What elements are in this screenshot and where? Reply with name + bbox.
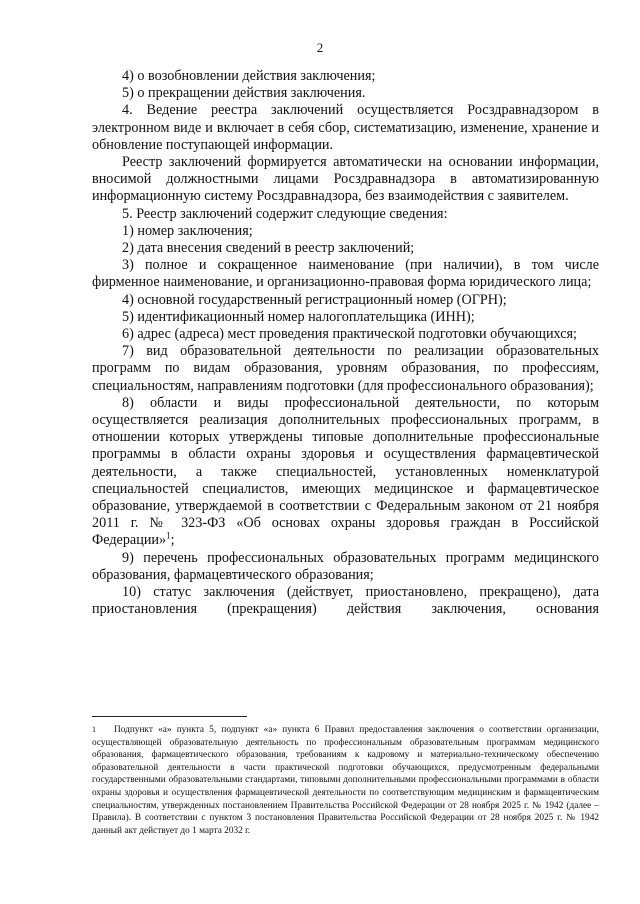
footnote-number: 1 <box>92 725 96 734</box>
list-item: 9) перечень профессиональных образовательных программ медицинского образования, фармацевтического образования; <box>92 549 599 583</box>
list-item-text: 8) области и виды профессиональной деятельности, по которым осуществляется реализация дополнительных профессиональных программ, в отношении которых утверждены типовые дополнительные профессиональные программы в области охраны здоровья и осуществления фармацевтической деятельности, а также специальностей, установленных номенклатурой специальностей специалистов, имеющих медицинское и фармацевтическое образование, утверждаемой в соответствии с Федеральным законом от 21 ноября 2011 г. № 323-ФЗ «Об основах охраны здоровья граждан в Российской Федерации» <box>92 394 599 549</box>
document-body <box>92 68 599 619</box>
list-item: 1) номер заключения; <box>122 222 253 239</box>
paragraph: Реестр заключений формируется автоматически на основании информации, вносимой должностными лицами Росздравнадзора в автоматизированную информационную систему Росздравнадзора, без взаимодействия с заявителем. <box>92 154 599 205</box>
list-item <box>92 395 599 550</box>
list-item: 10) статус заключения (действует, приостановлено, прекращено), дата приостановления (прекращения) действия заключения, основания <box>92 584 599 618</box>
footnote-text: Подпункт «а» пункта 5, подпункт «а» пункта 6 Правил предоставления заключения о соответствии организации, осуществляющей образовательную деятельность по профессиональным образовательным программам медицинского образования, фармацевтического образования, требованиям к кадровому и материально-техническому обеспечению образовательной деятельности в части практической подготовки обучающихся, предусмотренным федеральными государственными образовательными стандартами, типовыми дополнительными профессиональными программами в области охраны здоровья и осуществления фармацевтической деятельности по соответствующим медицинским и фармацевтическим специальностям, утвержденных постановлением Правительства Российской Федерации от 28 ноября 2025 г. № 1942 (далее – Правила). В соответствии с пунктом 3 постановления Правительства Российской Федерации от 28 ноября 2025 г. № 1942 данный акт действует до 1 марта 2032 г. <box>92 725 599 836</box>
list-item: 2) дата внесения сведений в реестр заключений; <box>122 240 415 257</box>
list-item-tail: ; <box>170 532 175 549</box>
paragraph: 4. Ведение реестра заключений осуществляется Росздравнадзором в электронном виде и включает в себя сбор, систематизацию, изменение, хранение и обновление поступающей информации. <box>92 102 599 153</box>
list-item: 5) идентификационный номер налогоплательщика (ИНН); <box>122 308 475 325</box>
footnote-divider <box>92 716 247 717</box>
list-item: 4) основной государственный регистрационный номер (ОГРН); <box>122 291 507 308</box>
list-item: 3) полное и сокращенное наименование (при наличии), в том числе фирменное наименование, и организационно-правовая форма юридического лица; <box>92 257 599 291</box>
list-item: 5) о прекращении действия заключения. <box>122 85 366 102</box>
list-item: 7) вид образовательной деятельности по реализации образовательных программ по видам образования, уровням образования, по профессиям, специальностям, направлениям подготовки (для профессионального образования); <box>92 343 599 394</box>
page-number: 2 <box>316 40 324 55</box>
list-item: 6) адрес (адреса) мест проведения практической подготовки обучающихся; <box>122 326 577 343</box>
footnote-reference[interactable]: 1 <box>166 530 171 541</box>
list-item: 4) о возобновлении действия заключения; <box>122 68 376 84</box>
section-heading: 5. Реестр заключений содержит следующие сведения: <box>122 205 448 222</box>
footnote <box>92 724 599 837</box>
